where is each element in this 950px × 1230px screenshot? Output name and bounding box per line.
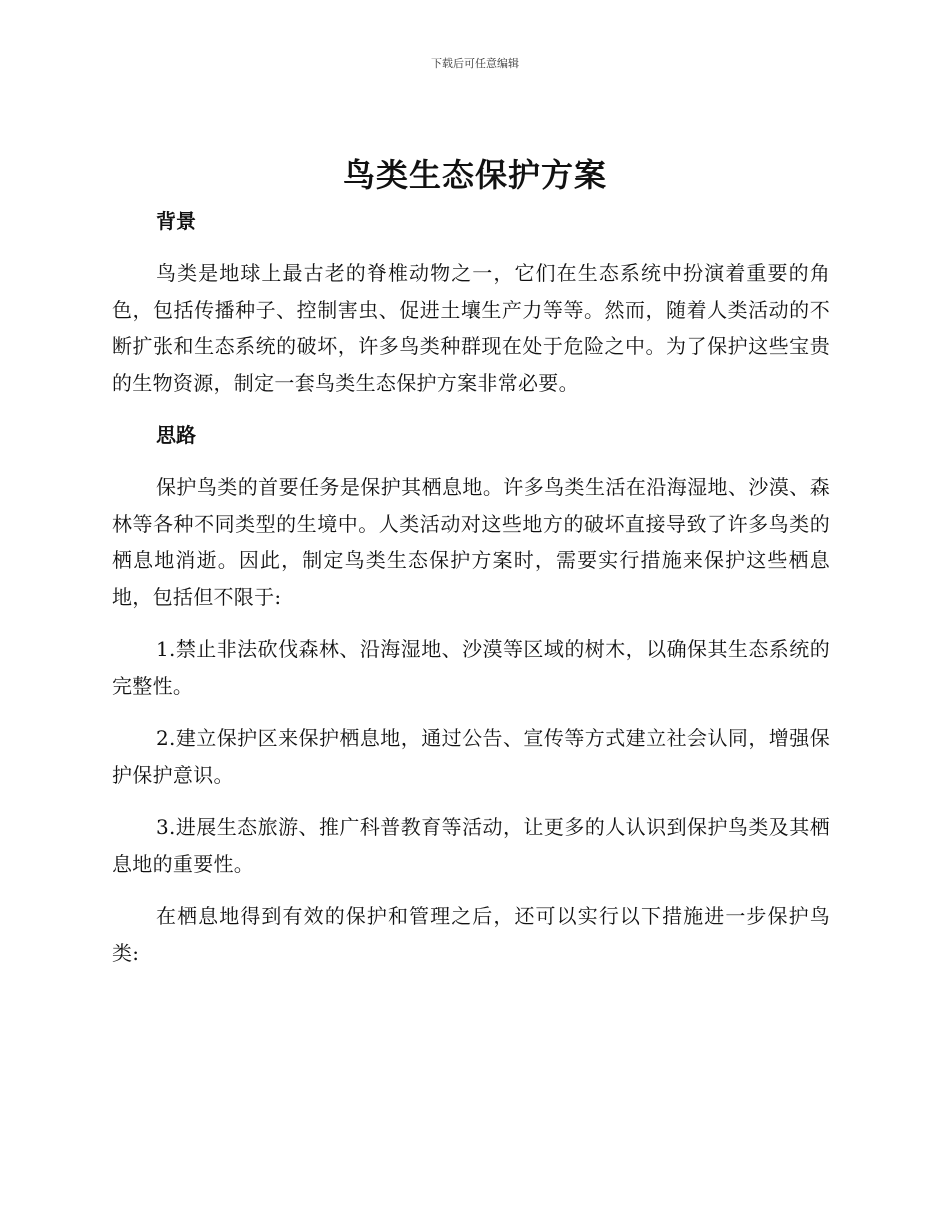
header-note: 下载后可任意编辑 (431, 57, 519, 70)
approach-paragraph-followup: 在栖息地得到有效的保护和管理之后，还可以实行以下措施进一步保护鸟类: (112, 904, 830, 965)
approach-paragraph-intro: 保护鸟类的首要任务是保护其栖息地。许多鸟类生活在沿海湿地、沙漠、森林等各种不同类型的生境中。人类活动对这些地方的破坏直接导致了许多鸟类的栖息地消逝。因此，制定鸟类生态保护方案时，需要实行措施来保护这些栖息地，包括但不限于: (112, 475, 830, 609)
section-heading-approach: 思路 (156, 423, 196, 447)
document-title: 鸟类生态保护方案 (342, 156, 607, 194)
approach-list-item-2: 2.建立保护区来保护栖息地，通过公告、宣传等方式建立社会认同，增强保护保护意识。 (112, 726, 830, 787)
section-heading-background: 背景 (156, 209, 196, 233)
background-paragraph: 鸟类是地球上最古老的脊椎动物之一，它们在生态系统中扮演着重要的角色，包括传播种子、控制害虫、促进土壤生产力等等。然而，随着人类活动的不断扩张和生态系统的破坏，许多鸟类种群现在处于危险之中。为了保护这些宝贵的生物资源，制定一套鸟类生态保护方案非常必要。 (112, 261, 830, 395)
document-body (112, 205, 830, 987)
approach-list-item-1: 1.禁止非法砍伐森林、沿海湿地、沙漠等区域的树木，以确保其生态系统的完整性。 (112, 637, 830, 698)
approach-list-item-3: 3.进展生态旅游、推广科普教育等活动，让更多的人认识到保护鸟类及其栖息地的重要性。 (112, 815, 830, 876)
